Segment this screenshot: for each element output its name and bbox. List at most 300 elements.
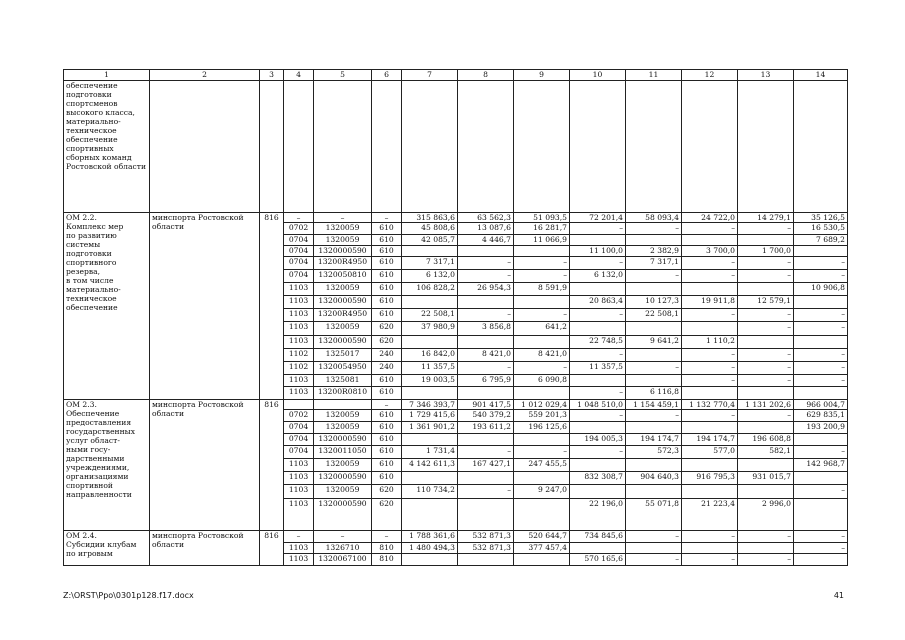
data-cell: 1 731,4	[402, 446, 458, 459]
data-cell: 1103	[284, 543, 314, 554]
empty-cell	[570, 81, 626, 213]
data-cell: –	[794, 362, 848, 375]
data-cell: 106 828,2	[402, 283, 458, 296]
table-row	[64, 213, 848, 223]
data-cell: 16 842,0	[402, 349, 458, 362]
data-cell: 570 165,6	[570, 554, 626, 566]
data-cell: 1 729 415,6	[402, 410, 458, 422]
data-cell: –	[458, 446, 514, 459]
data-cell: –	[284, 213, 314, 223]
measure-name-line: дарственными	[66, 454, 125, 463]
data-cell: 11 100,0	[570, 246, 626, 257]
data-cell: 20 863,4	[570, 296, 626, 309]
data-cell: 1320000590	[314, 434, 372, 446]
measure-name-line: ОМ 2.4.	[66, 531, 97, 540]
data-cell: 6 795,9	[458, 375, 514, 387]
data-cell	[570, 283, 626, 296]
data-cell	[682, 322, 738, 336]
data-cell	[570, 235, 626, 246]
data-cell	[570, 543, 626, 554]
data-cell: –	[794, 531, 848, 543]
data-cell: 22 508,1	[626, 309, 682, 322]
data-cell: 540 379,2	[458, 410, 514, 422]
data-cell: –	[372, 531, 402, 543]
data-cell	[626, 283, 682, 296]
data-cell: 610	[372, 375, 402, 387]
measure-name-line: Субсидии клубам	[66, 540, 137, 549]
data-cell	[738, 235, 794, 246]
data-cell: 3 856,8	[458, 322, 514, 336]
measure-name-line: по развитию	[66, 231, 117, 240]
data-cell: –	[570, 410, 626, 422]
data-cell: 19 911,8	[682, 296, 738, 309]
data-cell	[794, 554, 848, 566]
data-cell: –	[458, 362, 514, 375]
data-cell: 315 863,6	[402, 213, 458, 223]
measure-name-line: спортивного	[66, 258, 117, 267]
data-cell: 22 508,1	[402, 309, 458, 322]
data-cell: 13200R4950	[314, 257, 372, 270]
data-cell	[626, 543, 682, 554]
measure-name-line: учреждениями,	[66, 463, 130, 472]
data-cell	[794, 336, 848, 349]
header-cell: 4	[284, 70, 314, 81]
data-cell	[682, 235, 738, 246]
data-cell	[514, 554, 570, 566]
data-cell	[570, 375, 626, 387]
budget-table	[63, 69, 848, 566]
data-cell: 13200R4950	[314, 309, 372, 322]
empty-cell	[738, 81, 794, 213]
measure-name-line: в том числе	[66, 276, 114, 285]
data-cell: 6 132,0	[570, 270, 626, 283]
data-cell: 2 382,9	[626, 246, 682, 257]
data-cell: 196 125,6	[514, 422, 570, 434]
header-cell: 9	[514, 70, 570, 81]
data-cell: 9 641,2	[626, 336, 682, 349]
data-cell: 14 279,1	[738, 213, 794, 223]
data-cell: 1320059	[314, 235, 372, 246]
empty-cell	[794, 81, 848, 213]
data-cell	[738, 422, 794, 434]
data-cell: 610	[372, 283, 402, 296]
data-cell: 1 480 494,3	[402, 543, 458, 554]
data-cell: –	[738, 554, 794, 566]
data-cell: 610	[372, 235, 402, 246]
data-cell: 559 201,3	[514, 410, 570, 422]
empty-cell	[314, 81, 372, 213]
data-cell: 1102	[284, 349, 314, 362]
empty-cell	[682, 81, 738, 213]
data-cell: –	[626, 410, 682, 422]
data-cell: 37 980,9	[402, 322, 458, 336]
data-cell: 641,2	[514, 322, 570, 336]
data-cell	[514, 246, 570, 257]
data-cell: –	[458, 485, 514, 499]
data-cell: 0702	[284, 410, 314, 422]
data-cell: 0704	[284, 434, 314, 446]
data-cell: 6 116,8	[626, 387, 682, 400]
data-cell	[626, 322, 682, 336]
data-cell	[682, 485, 738, 499]
data-cell	[458, 246, 514, 257]
data-cell: 194 005,3	[570, 434, 626, 446]
data-cell: –	[794, 446, 848, 459]
data-cell: 193 200,9	[794, 422, 848, 434]
header-cell: 3	[260, 70, 284, 81]
data-cell: –	[682, 223, 738, 235]
header-cell: 8	[458, 70, 514, 81]
data-cell: –	[372, 213, 402, 223]
data-cell	[626, 349, 682, 362]
data-cell: 1103	[284, 375, 314, 387]
data-cell: 1103	[284, 283, 314, 296]
data-cell: 610	[372, 296, 402, 309]
data-cell	[626, 422, 682, 434]
data-cell: –	[682, 375, 738, 387]
data-cell	[570, 322, 626, 336]
executor-cell: минспорта Ростовской области	[150, 400, 260, 531]
data-cell: –	[458, 309, 514, 322]
data-cell: 0704	[284, 422, 314, 434]
data-cell	[794, 499, 848, 531]
data-cell: 532 871,3	[458, 531, 514, 543]
data-cell: 1320059	[314, 485, 372, 499]
data-cell: 8 421,0	[514, 349, 570, 362]
data-cell: 1 110,2	[682, 336, 738, 349]
data-cell: 1103	[284, 296, 314, 309]
data-cell	[738, 387, 794, 400]
data-cell	[284, 400, 314, 410]
data-cell	[514, 499, 570, 531]
header-cell: 14	[794, 70, 848, 81]
data-cell: 1320059	[314, 410, 372, 422]
data-cell: 194 174,7	[626, 434, 682, 446]
data-cell: –	[794, 257, 848, 270]
data-cell: –	[738, 223, 794, 235]
data-cell	[794, 387, 848, 400]
data-cell: 2 996,0	[738, 499, 794, 531]
data-cell: 9 247,0	[514, 485, 570, 499]
measure-name-line: организациями	[66, 472, 129, 481]
data-cell: 13 087,6	[458, 223, 514, 235]
executor-cell: минспорта Ростовской области	[150, 531, 260, 566]
data-cell: 1103	[284, 554, 314, 566]
data-cell	[402, 336, 458, 349]
header-cell: 1	[64, 70, 150, 81]
measure-name-cell	[64, 213, 150, 400]
data-cell: –	[682, 349, 738, 362]
empty-cell	[260, 81, 284, 213]
data-cell	[458, 296, 514, 309]
data-cell	[458, 499, 514, 531]
data-cell: 1320000590	[314, 472, 372, 485]
data-cell: 1320067100	[314, 554, 372, 566]
data-cell: 4 446,7	[458, 235, 514, 246]
table-row	[64, 400, 848, 410]
data-cell	[570, 422, 626, 434]
data-cell: 532 871,3	[458, 543, 514, 554]
data-cell	[402, 387, 458, 400]
data-cell	[626, 235, 682, 246]
page-number: 41	[833, 591, 844, 600]
data-cell: 810	[372, 554, 402, 566]
data-cell: 55 071,8	[626, 499, 682, 531]
data-cell: 1103	[284, 499, 314, 531]
data-cell: 1 048 510,0	[570, 400, 626, 410]
data-cell: 610	[372, 472, 402, 485]
data-cell: 916 795,3	[682, 472, 738, 485]
empty-cell	[626, 81, 682, 213]
grbs-cell: 816	[260, 213, 284, 400]
data-cell: –	[794, 485, 848, 499]
data-cell: 4 142 611,3	[402, 459, 458, 472]
data-cell: 734 845,6	[570, 531, 626, 543]
header-cell: 2	[150, 70, 260, 81]
data-cell: 3 700,0	[682, 246, 738, 257]
data-cell: 610	[372, 309, 402, 322]
empty-cell	[284, 81, 314, 213]
data-cell: 1103	[284, 387, 314, 400]
measure-name-line: государственных	[66, 427, 136, 436]
measure-name-line: ными госу-	[66, 445, 111, 454]
data-cell: 0704	[284, 446, 314, 459]
data-cell: –	[372, 400, 402, 410]
data-cell: –	[738, 375, 794, 387]
data-cell: –	[570, 257, 626, 270]
data-cell	[682, 422, 738, 434]
data-cell: –	[738, 270, 794, 283]
data-cell	[570, 485, 626, 499]
data-cell: 620	[372, 322, 402, 336]
data-cell: 582,1	[738, 446, 794, 459]
data-cell: 10 906,8	[794, 283, 848, 296]
data-cell	[458, 472, 514, 485]
data-cell: 194 174,7	[682, 434, 738, 446]
data-cell	[402, 554, 458, 566]
data-cell: 1320059	[314, 283, 372, 296]
data-cell: 42 085,7	[402, 235, 458, 246]
data-cell: 610	[372, 446, 402, 459]
data-cell: –	[682, 410, 738, 422]
data-cell	[682, 543, 738, 554]
data-cell: 6 132,0	[402, 270, 458, 283]
measure-name-line: ОМ 2.2.	[66, 213, 97, 222]
data-cell: –	[738, 362, 794, 375]
data-cell: –	[794, 270, 848, 283]
data-cell: 620	[372, 485, 402, 499]
data-cell: 620	[372, 336, 402, 349]
data-cell: 16 530,5	[794, 223, 848, 235]
data-cell	[794, 434, 848, 446]
data-cell: –	[794, 309, 848, 322]
data-cell: –	[794, 543, 848, 554]
measure-name-line: Обеспечение	[66, 409, 120, 418]
data-cell: –	[682, 257, 738, 270]
data-cell: 11 066,9	[514, 235, 570, 246]
empty-cell	[514, 81, 570, 213]
empty-cell	[372, 81, 402, 213]
data-cell: 520 644,7	[514, 531, 570, 543]
data-cell	[794, 246, 848, 257]
data-cell: 904 640,3	[626, 472, 682, 485]
data-cell: –	[514, 270, 570, 283]
header-cell: 7	[402, 70, 458, 81]
data-cell: 22 748,5	[570, 336, 626, 349]
data-cell: –	[682, 270, 738, 283]
data-cell	[682, 387, 738, 400]
data-cell: –	[682, 554, 738, 566]
data-cell: –	[738, 257, 794, 270]
data-cell: –	[794, 322, 848, 336]
data-cell: 610	[372, 257, 402, 270]
data-cell: 1103	[284, 485, 314, 499]
grbs-cell: 816	[260, 400, 284, 531]
empty-cell	[150, 81, 260, 213]
data-cell: 610	[372, 422, 402, 434]
data-cell: 21 223,4	[682, 499, 738, 531]
data-cell: 1320059	[314, 422, 372, 434]
data-cell	[402, 434, 458, 446]
data-cell: 167 427,1	[458, 459, 514, 472]
data-cell: 1320059	[314, 223, 372, 235]
data-cell: 1320011050	[314, 446, 372, 459]
data-cell: –	[570, 349, 626, 362]
data-cell: 832 308,7	[570, 472, 626, 485]
data-cell	[794, 296, 848, 309]
data-cell: 610	[372, 246, 402, 257]
data-cell	[738, 336, 794, 349]
data-cell: –	[514, 309, 570, 322]
data-cell: 24 722,0	[682, 213, 738, 223]
data-cell: 620	[372, 499, 402, 531]
data-cell: 1 700,0	[738, 246, 794, 257]
data-cell: 10 127,3	[626, 296, 682, 309]
measure-name-line: по игровым	[66, 549, 113, 558]
data-cell: –	[682, 531, 738, 543]
data-cell: 196 608,8	[738, 434, 794, 446]
measure-name-cell	[64, 531, 150, 566]
data-cell: 610	[372, 387, 402, 400]
data-cell	[682, 459, 738, 472]
data-cell: –	[738, 322, 794, 336]
header-cell: 12	[682, 70, 738, 81]
data-cell: 63 562,3	[458, 213, 514, 223]
header-row	[64, 70, 848, 81]
data-cell	[626, 459, 682, 472]
header-cell: 6	[372, 70, 402, 81]
data-cell	[458, 434, 514, 446]
data-cell	[626, 485, 682, 499]
data-cell: 901 417,5	[458, 400, 514, 410]
data-cell: –	[738, 531, 794, 543]
measure-name-line: услуг област-	[66, 436, 120, 445]
header-cell: 11	[626, 70, 682, 81]
header-cell: 13	[738, 70, 794, 81]
data-cell: 58 093,4	[626, 213, 682, 223]
data-cell: 0704	[284, 246, 314, 257]
data-cell	[514, 296, 570, 309]
intro-name-cell: обеспечение подготовки спортсменов высокого класса, материально-техническое обеспечение спортивных сборных команд Ростовской области	[64, 81, 150, 213]
footer-file-path: Z:\ORST\Ppo\0301p128.f17.docx	[63, 591, 194, 600]
data-cell: 1103	[284, 459, 314, 472]
table-row	[64, 531, 848, 543]
data-cell: 1325081	[314, 375, 372, 387]
data-cell	[514, 434, 570, 446]
data-cell: –	[626, 223, 682, 235]
data-cell: 247 455,5	[514, 459, 570, 472]
data-cell: 22 196,0	[570, 499, 626, 531]
data-cell: 13200R0810	[314, 387, 372, 400]
data-cell: –	[314, 531, 372, 543]
data-cell: 19 003,5	[402, 375, 458, 387]
data-cell: 142 968,7	[794, 459, 848, 472]
data-cell: 1320000590	[314, 499, 372, 531]
data-cell: 16 281,7	[514, 223, 570, 235]
data-cell	[738, 459, 794, 472]
data-cell	[738, 543, 794, 554]
data-cell: 0704	[284, 235, 314, 246]
measure-name-line: системы	[66, 240, 101, 249]
data-cell: –	[570, 223, 626, 235]
data-cell: –	[314, 213, 372, 223]
data-cell: 572,3	[626, 446, 682, 459]
data-cell: 110 734,2	[402, 485, 458, 499]
data-cell: 1102	[284, 362, 314, 375]
data-cell: 1 788 361,6	[402, 531, 458, 543]
data-cell: 610	[372, 459, 402, 472]
data-cell: –	[514, 446, 570, 459]
data-cell: 26 954,3	[458, 283, 514, 296]
data-cell: 1103	[284, 472, 314, 485]
data-cell: 193 611,2	[458, 422, 514, 434]
data-cell: 240	[372, 349, 402, 362]
data-cell: 0702	[284, 223, 314, 235]
data-cell	[314, 400, 372, 410]
empty-cell	[402, 81, 458, 213]
data-cell: –	[626, 531, 682, 543]
data-cell: 1325017	[314, 349, 372, 362]
data-cell: –	[284, 531, 314, 543]
data-cell: 1320050810	[314, 270, 372, 283]
data-cell: 1103	[284, 336, 314, 349]
data-cell: –	[738, 410, 794, 422]
data-cell: 1326710	[314, 543, 372, 554]
data-cell: 810	[372, 543, 402, 554]
data-cell: –	[682, 309, 738, 322]
data-cell: –	[458, 257, 514, 270]
data-cell: –	[626, 270, 682, 283]
data-cell: 1 131 202,6	[738, 400, 794, 410]
data-cell: –	[738, 309, 794, 322]
data-cell: 6 090,8	[514, 375, 570, 387]
data-cell	[458, 387, 514, 400]
data-cell: 0704	[284, 270, 314, 283]
measure-name-line: материально-	[66, 285, 121, 294]
data-cell: –	[514, 257, 570, 270]
data-cell	[402, 499, 458, 531]
data-cell: –	[626, 362, 682, 375]
data-cell: –	[514, 362, 570, 375]
data-cell: 51 093,5	[514, 213, 570, 223]
data-cell: 1103	[284, 309, 314, 322]
data-cell: 11 357,5	[402, 362, 458, 375]
measure-name-line: направленности	[66, 490, 132, 499]
measure-name-line: спортивной	[66, 481, 113, 490]
data-cell: 12 579,1	[738, 296, 794, 309]
data-cell: 7 317,1	[626, 257, 682, 270]
data-cell	[514, 336, 570, 349]
